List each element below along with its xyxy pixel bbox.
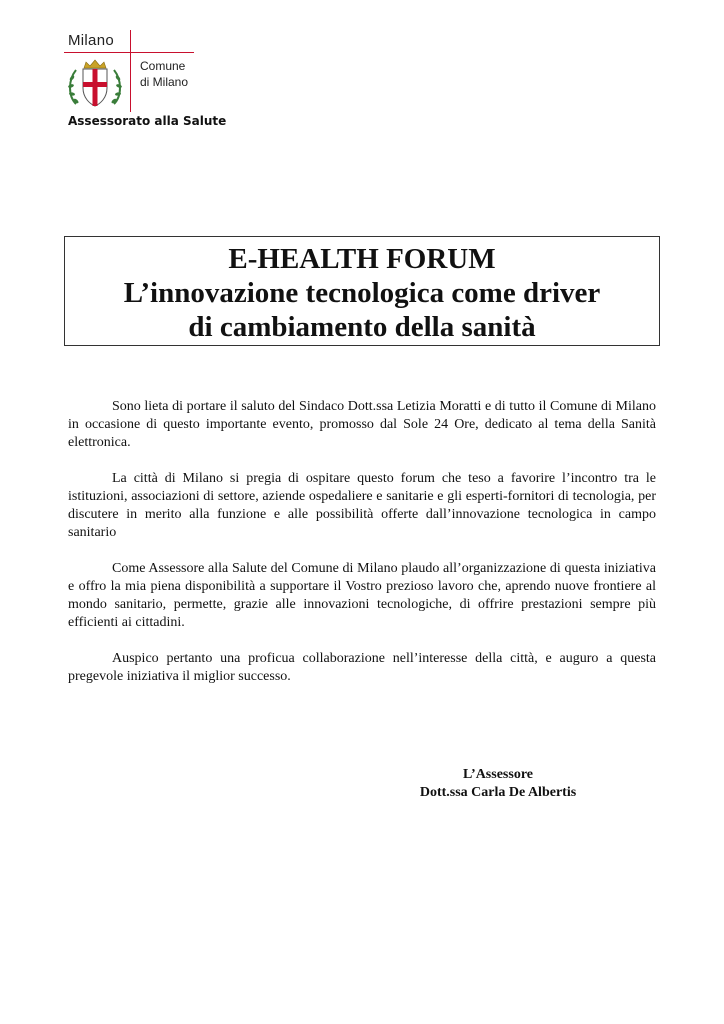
- logo-city-name: Milano: [68, 32, 114, 49]
- letter-body: [68, 398, 656, 704]
- logo-comune-line2: di Milano: [140, 75, 189, 89]
- paragraph: La città di Milano si pregia di ospitare questo forum che teso a favorire l’incontro tra le istituzioni, associazioni di settore, aziende ospedaliere e sanitarie e gli esperti-fornitori di tecnologia, per discutere in merito alla funzione e alle possibilità offerte dall’innovazione tecnologica in campo sanitario: [68, 471, 656, 540]
- paragraph: Come Assessore alla Salute del Comune di Milano plaudo all’organizzazione di questa iniziativa e offro la mia piena disponibilità a supportare il Vostro prezioso lavoro che, aprendo nuove frontiere al mondo sanitario, permette, grazie alle innovazioni tecnologiche, di offrire prestazioni sempre più efficienti ai cittadini.: [68, 561, 656, 630]
- signature-name: Dott.ssa Carla De Albertis: [419, 785, 577, 800]
- logo-comune-line1: Comune: [140, 59, 186, 73]
- title-event-name: E-HEALTH FORUM: [228, 243, 496, 275]
- title-subtitle-line2: di cambiamento della sanità: [188, 311, 536, 343]
- paragraph: Sono lieta di portare il saluto del Sindaco Dott.ssa Letizia Moratti e di tutto il Comune di Milano in occasione di questo importante evento, promosso dal Sole 24 Ore, dedicato al tema della Sanità elettronica.: [68, 399, 656, 450]
- milano-crest-icon: [66, 58, 124, 110]
- title-box: [64, 236, 660, 346]
- logo-horizontal-rule: [64, 52, 194, 53]
- title-subtitle-line1: L’innovazione tecnologica come driver: [123, 277, 601, 309]
- signature-block: [398, 766, 598, 802]
- department-name: Assessorato alla Salute: [68, 114, 227, 128]
- logo-vertical-rule: [130, 30, 131, 112]
- paragraph: Auspico pertanto una proficua collaborazione nell’interesse della città, e auguro a questa pregevole iniziativa il miglior successo.: [68, 651, 656, 684]
- comune-di-milano-logo: [64, 28, 204, 118]
- logo-comune-text: [140, 58, 188, 90]
- signature-role: L’Assessore: [462, 767, 533, 782]
